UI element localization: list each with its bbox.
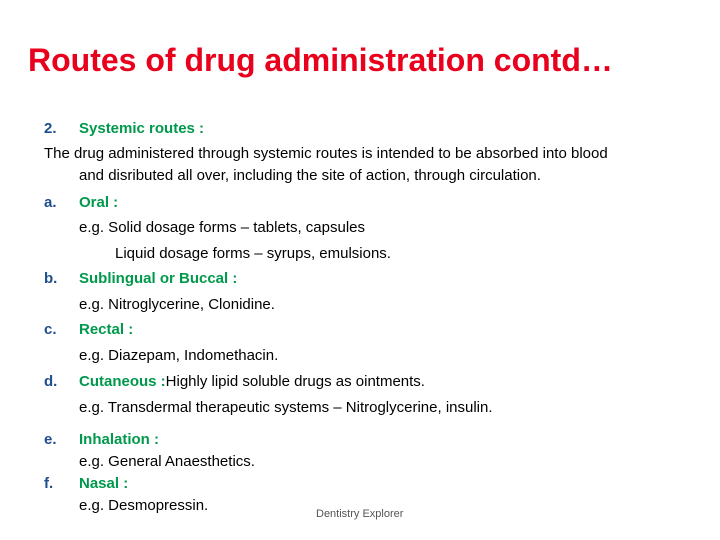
item-heading: Rectal : [79,321,134,338]
section-line [44,120,205,138]
list-item [44,431,159,449]
item-heading: Cutaneous : [79,373,166,390]
item-heading: Nasal : [79,475,129,492]
slide-title: Routes of drug administration contd… [28,42,613,78]
item-example: e.g. Solid dosage forms – tablets, capsules [79,219,365,236]
intro-line-1: The drug administered through systemic routes is intended to be absorbed into blood [44,145,608,162]
footer-text: Dentistry Explorer [316,508,404,520]
list-item [44,475,129,493]
item-example: Liquid dosage forms – syrups, emulsions. [115,245,391,262]
list-item [44,321,134,339]
item-example: e.g. Diazepam, Indomethacin. [79,347,279,364]
item-example: e.g. Nitroglycerine, Clonidine. [79,296,275,313]
item-content [79,373,425,391]
item-heading: Inhalation : [79,431,159,448]
list-item [44,270,238,288]
item-letter: c. [44,321,57,338]
item-example: e.g. Transdermal therapeutic systems – Nitroglycerine, insulin. [79,399,493,416]
item-letter: a. [44,194,57,211]
item-text: Highly lipid soluble drugs as ointments. [165,373,425,390]
list-item [44,194,119,212]
section-heading: Systemic routes : [79,120,205,137]
item-letter: f. [44,475,54,492]
item-letter: e. [44,431,57,448]
item-letter: d. [44,373,58,390]
item-letter: b. [44,270,58,287]
item-heading: Sublingual or Buccal : [79,270,238,287]
intro-line-2: and disributed all over, including the site of action, through circulation. [79,167,541,184]
item-example: e.g. Desmopressin. [79,497,209,514]
section-number: 2. [44,120,57,137]
list-item [44,373,425,391]
item-heading: Oral : [79,194,119,211]
item-example: e.g. General Anaesthetics. [79,453,255,470]
